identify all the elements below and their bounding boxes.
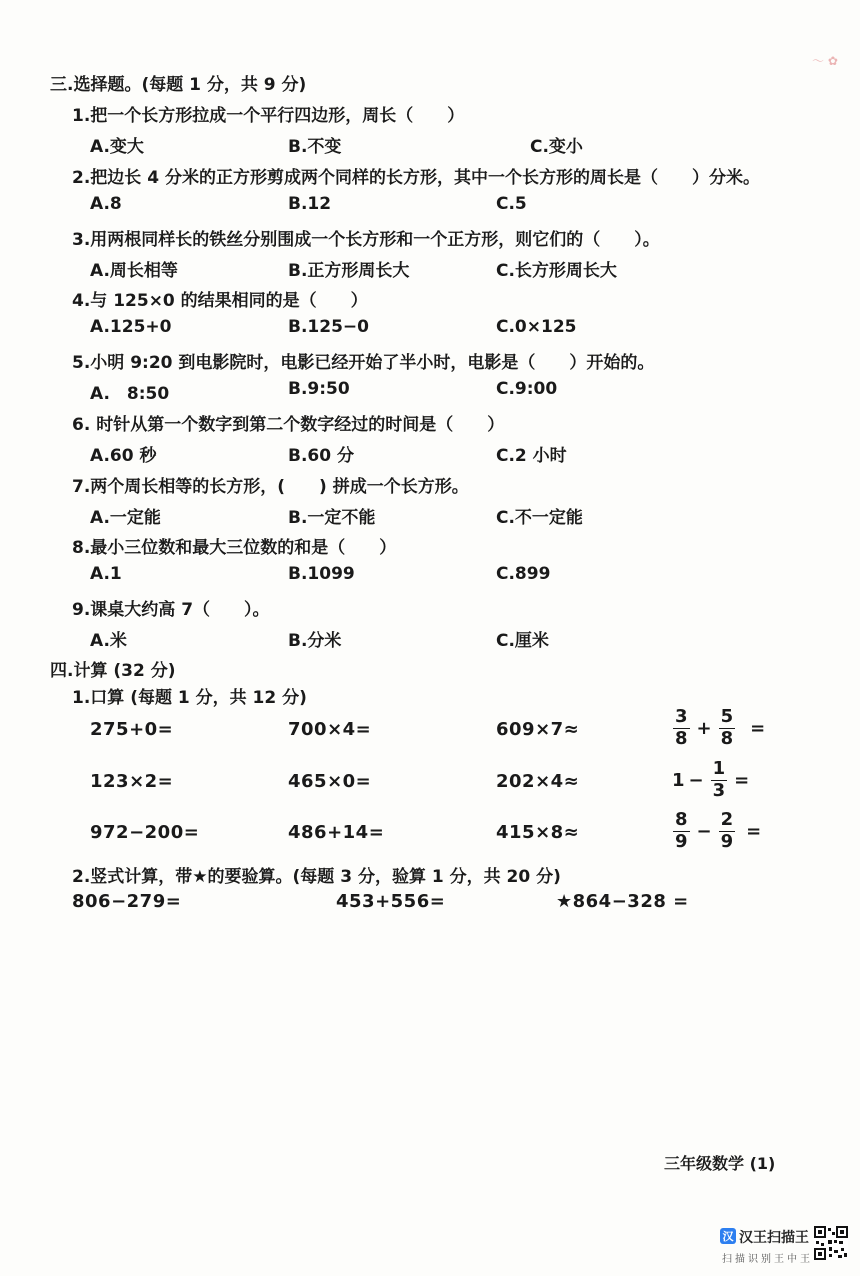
- question-2: 2.把边长 4 分米的正方形剪成两个同样的长方形，其中一个长方形的周长是（ ）分米。: [72, 168, 760, 188]
- qr-code-icon: [814, 1226, 848, 1260]
- section4-title: 四.计算 (32 分): [50, 661, 176, 681]
- q2-option-c: C.5: [496, 194, 527, 214]
- oral-item: 609×7≈: [496, 719, 580, 740]
- page-footer-label: 三年级数学 (1): [664, 1154, 776, 1173]
- q4-option-c: C.0×125: [496, 317, 577, 337]
- q9-option-a: A.米: [90, 631, 127, 651]
- fraction: $\frac{8}{9}$: [675, 809, 688, 852]
- q4-option-a: A.125+0: [90, 317, 172, 337]
- vertical-item: 806−279=: [72, 891, 182, 912]
- q1-option-b: B.不变: [288, 137, 342, 157]
- scanner-slogan: 扫描识别王中王: [722, 1254, 813, 1265]
- question-6: 6. 时针从第一个数字到第二个数字经过的时间是（ ）: [72, 415, 505, 435]
- fraction-expression: 1 − $\frac{1}{3}$ =: [672, 758, 750, 801]
- q2-option-b: B.12: [288, 194, 332, 214]
- q7-option-a: A.一定能: [90, 508, 161, 528]
- q1-option-c: C.变小: [530, 137, 583, 157]
- oral-item: 275+0=: [90, 719, 174, 740]
- question-9: 9.课桌大约高 7（ ）。: [72, 600, 270, 620]
- q6-option-b: B.60 分: [288, 446, 354, 466]
- oral-item: 202×4≈: [496, 771, 580, 792]
- vertical-item: 453+556=: [336, 891, 446, 912]
- scanner-logo-icon: 汉: [720, 1228, 736, 1244]
- oral-item: 415×8≈: [496, 822, 580, 843]
- stamp-mark: 〜 ✿: [812, 54, 838, 68]
- fraction: $\frac{5}{8}$: [720, 706, 734, 749]
- q5-option-c: C.9:00: [496, 379, 558, 399]
- q9-option-c: C.厘米: [496, 631, 549, 651]
- q7-option-c: C.不一定能: [496, 508, 583, 528]
- section3-title: 三.选择题。(每题 1 分，共 9 分): [50, 75, 307, 95]
- question-4: 4.与 125×0 的结果相同的是（ ）: [72, 291, 368, 311]
- question-1: 1.把一个长方形拉成一个平行四边形，周长（ ）: [72, 106, 465, 126]
- oral-item: 486+14=: [288, 822, 385, 843]
- q4-option-b: B.125−0: [288, 317, 369, 337]
- q9-option-b: B.分米: [288, 631, 342, 651]
- oral-item: 123×2=: [90, 771, 174, 792]
- q8-option-b: B.1099: [288, 564, 355, 584]
- oral-calc-title: 1.口算 (每题 1 分，共 12 分): [72, 688, 307, 708]
- question-8: 8.最小三位数和最大三位数的和是（ ）: [72, 538, 397, 558]
- oral-item: 465×0=: [288, 771, 372, 792]
- q5-option-b: B.9:50: [288, 379, 350, 399]
- question-5: 5.小明 9:20 到电影院时，电影已经开始了半小时，电影是（ ）开始的。: [72, 353, 655, 373]
- q2-option-a: A.8: [90, 194, 122, 214]
- vertical-calc-title: 2.竖式计算，带★的要验算。(每题 3 分，验算 1 分，共 20 分): [72, 867, 561, 887]
- fraction: $\frac{2}{9}$: [720, 809, 734, 852]
- vertical-item: ★864−328 =: [556, 891, 689, 912]
- fraction-expression: $\frac{3}{8}$ + $\frac{5}{8}$ =: [675, 706, 766, 749]
- q3-option-c: C.长方形周长大: [496, 261, 617, 281]
- q3-option-b: B.正方形周长大: [288, 261, 410, 281]
- oral-item: 700×4=: [288, 719, 372, 740]
- q8-option-c: C.899: [496, 564, 551, 584]
- fraction-expression: $\frac{8}{9}$ − $\frac{2}{9}$ =: [675, 809, 762, 852]
- question-3: 3.用两根同样长的铁丝分别围成一个长方形和一个正方形，则它们的（ ）。: [72, 230, 660, 250]
- q6-option-c: C.2 小时: [496, 446, 567, 466]
- q1-option-a: A.变大: [90, 137, 144, 157]
- q7-option-b: B.一定不能: [288, 508, 376, 528]
- q6-option-a: A.60 秒: [90, 446, 157, 466]
- q3-option-a: A.周长相等: [90, 261, 178, 281]
- oral-item: 972−200=: [90, 822, 200, 843]
- fraction: $\frac{1}{3}$: [712, 758, 726, 801]
- question-7: 7.两个周长相等的长方形，( ) 拼成一个长方形。: [72, 477, 469, 497]
- scanner-brand: 汉王扫描王: [739, 1230, 809, 1246]
- q8-option-a: A.1: [90, 564, 122, 584]
- fraction: $\frac{3}{8}$: [675, 706, 688, 749]
- q5-option-a: A. 8:50: [90, 384, 170, 404]
